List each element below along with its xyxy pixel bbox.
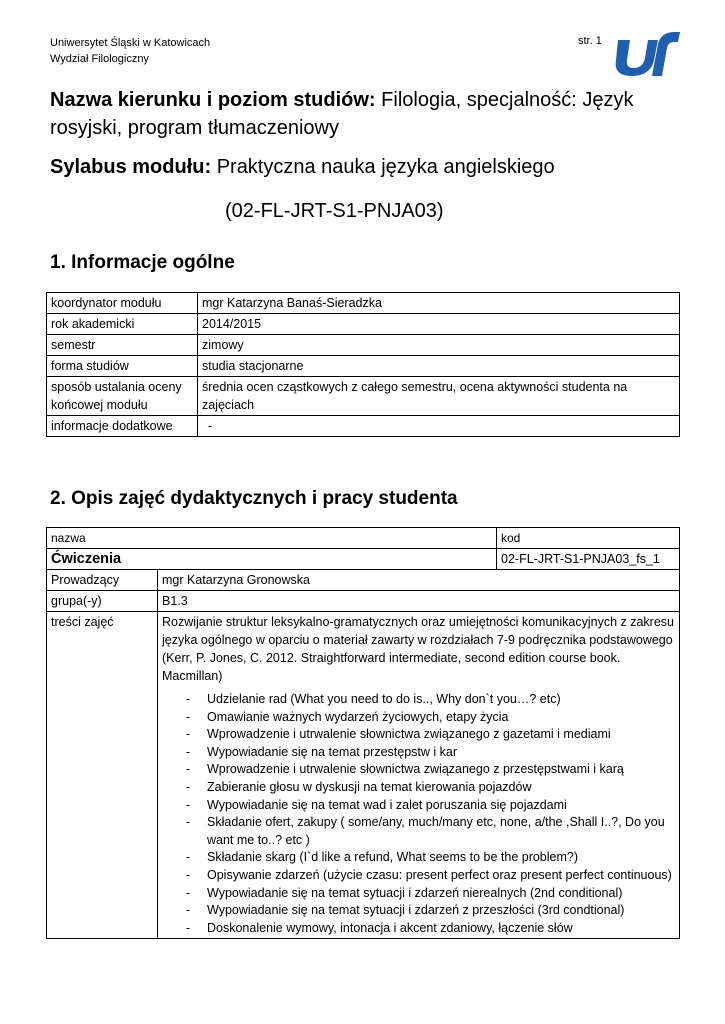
list-item: - Wypowiadanie się na temat sytuacji i zdarzeń z przeszłości (3rd condtional) (186, 902, 675, 920)
info-value: 2014/2015 (198, 314, 680, 335)
table-row (47, 612, 680, 939)
info-key: sposób ustalania oceny końcowej modułu (47, 377, 198, 416)
list-item: - Opisywanie zdarzeń (użycie czasu: present perfect oraz present perfect continuous) (186, 867, 675, 885)
list-item: - Wprowadzenie i utrwalenie słownictwa związanego z przestępstwami i karą (186, 761, 675, 779)
table-row (47, 591, 680, 612)
table-row (47, 356, 680, 377)
program-title-label: Nazwa kierunku i poziom studiów: (50, 89, 376, 111)
content-label: treści zajęć (47, 612, 158, 939)
info-key: semestr (47, 335, 198, 356)
program-title (50, 86, 680, 142)
list-item: - Składanie ofert, zakupy ( some/any, much/many etc, none, a/the ,Shall I..?, Do you want me to..? etc ) (186, 814, 675, 849)
class-name: Ćwiczenia (47, 549, 497, 570)
section1-heading: 1. Informacje ogólne (50, 252, 235, 273)
table-row (47, 293, 680, 314)
page-header (50, 35, 210, 67)
info-value: zimowy (198, 335, 680, 356)
university-name: Uniwersytet Śląski w Katowicach (50, 37, 211, 49)
table-row (47, 549, 680, 570)
group-value: B1.3 (158, 591, 680, 612)
table-row (47, 528, 680, 549)
info-value: - (198, 416, 680, 437)
info-key: informacje dodatkowe (47, 416, 198, 437)
list-item: - Udzielanie rad (What you need to do is.., Why don`t you…? etc) (186, 691, 675, 709)
list-item: - Doskonalenie wymowy, intonacja i akcent zdaniowy, łączenie słów (186, 920, 675, 938)
name-column-header: nazwa (47, 528, 497, 549)
content-cell (158, 612, 680, 939)
page-number: str. 1 (578, 35, 602, 47)
info-value: studia stacjonarne (198, 356, 680, 377)
list-item: - Wypowiadanie się na temat wad i zalet poruszania się pojazdami (186, 797, 675, 815)
list-item: - Omawianie ważnych wydarzeń życiowych, etapy życia (186, 709, 675, 727)
table-row (47, 416, 680, 437)
group-label: grupa(-y) (47, 591, 158, 612)
class-code: 02-FL-JRT-S1-PNJA03_fs_1 (497, 549, 680, 570)
teacher-value: mgr Katarzyna Gronowska (158, 570, 680, 591)
topics-list (162, 691, 675, 937)
module-title-label: Sylabus modułu: (50, 156, 212, 178)
module-title-value: Praktyczna nauka języka angielskiego (216, 156, 555, 178)
faculty-name: Wydział Filologiczny (50, 53, 149, 65)
info-key: forma studiów (47, 356, 198, 377)
info-value: średnia ocen cząstkowych z całego semestru, ocena aktywności studenta na zajęciach (198, 377, 680, 416)
info-key: koordynator modułu (47, 293, 198, 314)
program-title-value: Filologia, specjalność: Język rosyjski, program tłumaczeniowy (50, 89, 634, 139)
table-row (47, 570, 680, 591)
code-column-header: kod (497, 528, 680, 549)
general-info-table (46, 292, 680, 437)
table-row (47, 377, 680, 416)
info-value: mgr Katarzyna Banaś-Sieradzka (198, 293, 680, 314)
info-key: rok akademicki (47, 314, 198, 335)
teacher-label: Prowadzący (47, 570, 158, 591)
table-row (47, 335, 680, 356)
classes-table (46, 527, 680, 939)
list-item: - Wprowadzenie i utrwalenie słownictwa związanego z gazetami i mediami (186, 726, 675, 744)
list-item: - Wypowiadanie się na temat sytuacji i zdarzeń nierealnych (2nd conditional) (186, 885, 675, 903)
list-item: - Wypowiadanie się na temat przestępstw i kar (186, 744, 675, 762)
module-code: (02-FL-JRT-S1-PNJA03) (225, 200, 444, 222)
list-item: - Składanie skarg (I`d like a refund, What seems to be the problem?) (186, 849, 675, 867)
table-row (47, 314, 680, 335)
module-title (50, 153, 680, 181)
university-logo-icon (612, 30, 682, 78)
content-intro: Rozwijanie struktur leksykalno-gramatycznych oraz umiejętności komunikacyjnych z zakresu języka ogólnego w oparciu o materiał zawarty w rozdziałach 7-9 podręcznika podstawowego (Kerr, P. Jones, C. 2012. Straightforward intermediate, second edition course book. Macmillan) (162, 615, 674, 683)
list-item: - Zabieranie głosu w dyskusji na temat kierowania pojazdów (186, 779, 675, 797)
section2-heading: 2. Opis zajęć dydaktycznych i pracy studenta (50, 488, 458, 509)
